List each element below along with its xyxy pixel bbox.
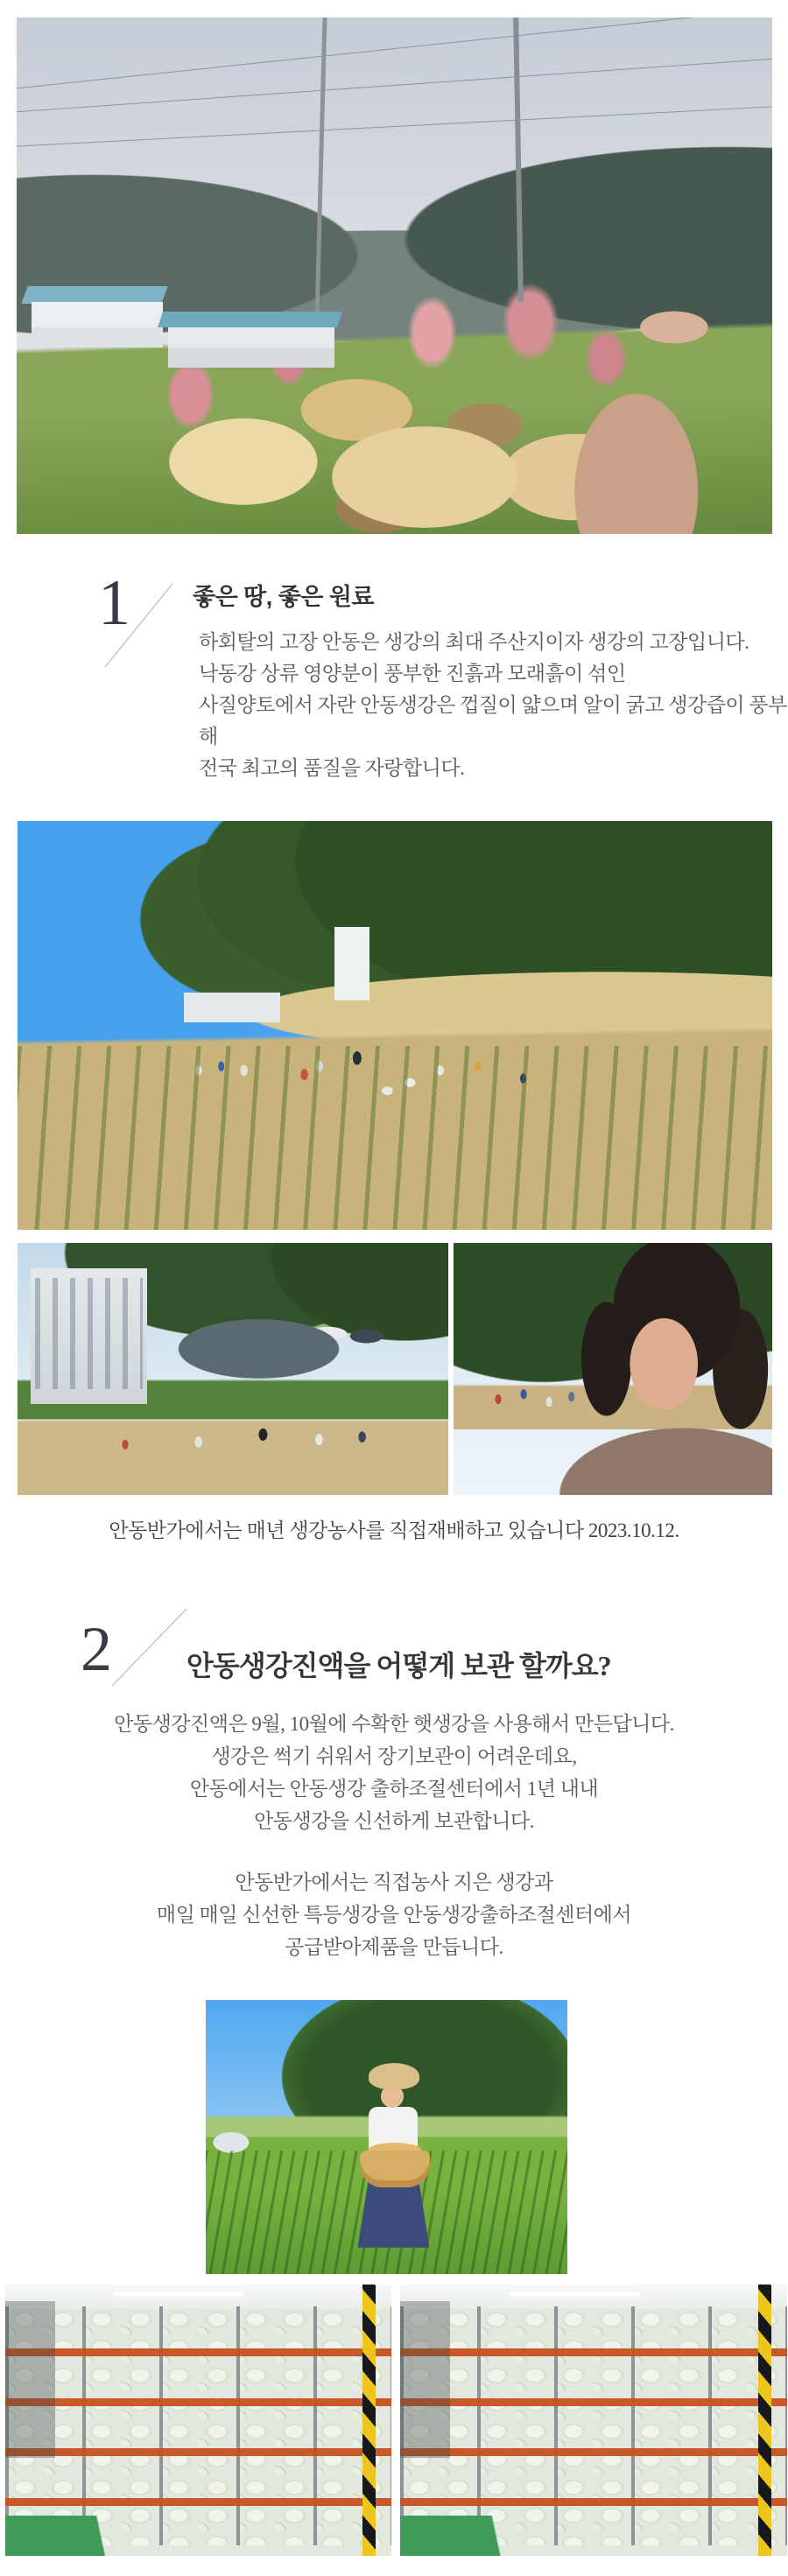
section-2-paragraph-2 bbox=[0, 1866, 788, 1963]
building-roof bbox=[158, 312, 342, 327]
body-line: 하회탈의 고장 안동은 생강의 최대 주산지이자 생강의 고장입니다. bbox=[199, 631, 749, 653]
body-line: 안동에서는 안동생강 출하조절센터에서 1년 내내 bbox=[189, 1778, 599, 1800]
power-line bbox=[17, 102, 772, 151]
body-line: 안동생강을 신선하게 보관합니다. bbox=[254, 1810, 534, 1832]
safety-striped-pole bbox=[758, 2285, 771, 2556]
utility-pole bbox=[513, 18, 524, 302]
body-line: 안동반가에서는 직접농사 지은 생강과 bbox=[235, 1871, 553, 1893]
harvest-caption: 안동반가에서는 매년 생강농사를 직접재배하고 있습니다 2023.10.12. bbox=[109, 1520, 679, 1541]
section-1-heading: 좋은 땅, 좋은 원료 bbox=[193, 584, 375, 610]
building-tower bbox=[334, 927, 369, 1000]
pallet-racks bbox=[5, 2306, 391, 2545]
building bbox=[32, 302, 163, 347]
harvest-field-photo bbox=[18, 821, 772, 1230]
body-line: 매일 매일 신선한 특등생강을 안동생강출하조절센터에서 bbox=[156, 1904, 632, 1926]
body-line: 낙동강 상류 영양분이 풍부한 진흙과 모래흙이 섞인 bbox=[199, 663, 626, 684]
hero-ginger-photo bbox=[17, 18, 772, 534]
body-line: 안동생강진액은 9월, 10월에 수확한 햇생강을 사용해서 만든답니다. bbox=[114, 1713, 674, 1735]
pallet-racks bbox=[400, 2306, 787, 2545]
green-floor bbox=[5, 2516, 167, 2557]
section-2-number: 2 bbox=[81, 1614, 112, 1684]
storage-warehouse-photo-right bbox=[400, 2285, 787, 2556]
rack-shadow bbox=[400, 2301, 450, 2459]
rack-shadow bbox=[5, 2301, 55, 2459]
farmer-hat bbox=[369, 2063, 419, 2089]
ceiling-light bbox=[509, 2292, 640, 2296]
field-rows-texture bbox=[18, 1046, 772, 1230]
building-windows bbox=[35, 1278, 143, 1389]
body-line: 공급받아제품을 만듭니다. bbox=[285, 1936, 503, 1958]
section-2-heading: 안동생강진액을 어떻게 보관 할까요? bbox=[186, 1650, 611, 1681]
ceiling-light bbox=[113, 2292, 244, 2296]
warehouse-ceiling bbox=[400, 2285, 787, 2309]
harvest-workers-photo bbox=[18, 1243, 448, 1495]
body-line: 사질양토에서 자란 안동생강은 껍질이 얇으며 알이 굵고 생강즙이 풍부해 bbox=[199, 694, 787, 748]
section-1-number: 1 bbox=[98, 567, 130, 639]
section-2-paragraph-1 bbox=[0, 1708, 788, 1837]
body-line: 전국 최고의 품질을 자랑합니다. bbox=[199, 757, 465, 779]
utility-pole bbox=[315, 18, 327, 317]
power-line bbox=[17, 53, 772, 117]
green-floor bbox=[400, 2516, 563, 2557]
safety-striped-pole bbox=[362, 2285, 376, 2556]
wicker-basket bbox=[360, 2151, 430, 2187]
section-1-body bbox=[199, 627, 788, 784]
section-2-slash-divider bbox=[112, 1609, 186, 1686]
body-line: 생강은 썩기 쉬워서 장기보관이 어려운데요, bbox=[211, 1745, 577, 1767]
building bbox=[184, 993, 280, 1022]
farmer-basket-photo bbox=[206, 2000, 567, 2274]
warehouse-ceiling bbox=[5, 2285, 391, 2309]
storage-warehouse-photo-left bbox=[5, 2285, 391, 2556]
building bbox=[168, 327, 334, 368]
farmer-selfie-photo bbox=[454, 1243, 772, 1495]
